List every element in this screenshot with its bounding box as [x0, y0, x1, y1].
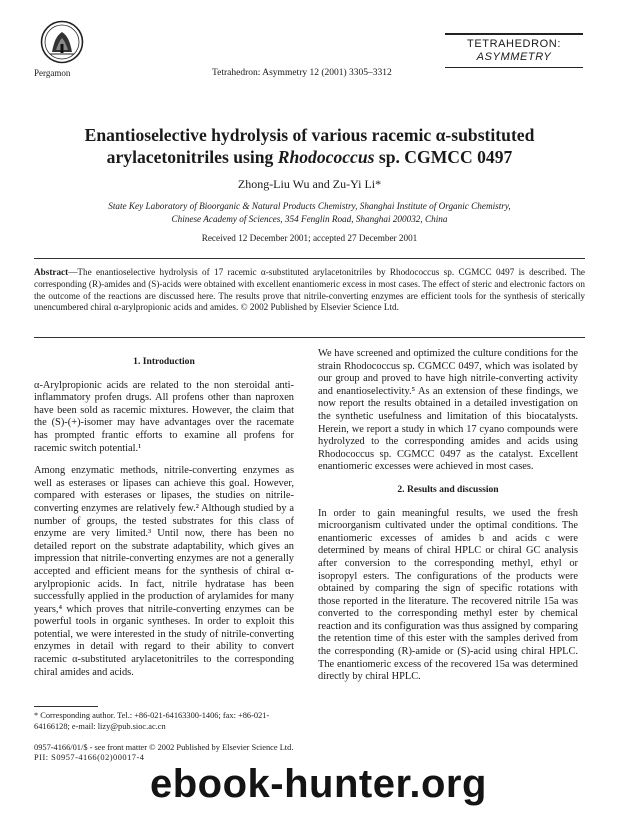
section-heading-results: 2. Results and discussion: [397, 483, 499, 495]
left-column: [34, 356, 294, 689]
abstract: [34, 267, 585, 314]
article-title: [40, 124, 579, 168]
abstract-label: Abstract: [34, 267, 69, 277]
intro-paragraph-3: We have screened and optimized the culture conditions for the strain Rhodococcus sp. CGMCC 0497, which was isolated by our group and proved to have high nitrile-converting activity and enantioselectivity.⁵ As an extension of these findings, we now report the results obtained in a detailed investigation on the synthetic usefulness and limitation of this biocatalysts. Herein, we report a study in which 17 cyano compounds were hydrolyzed to the corresponding amides and acids using Rhodococcus sp. CGMCC 0497 as the catalyst. Excellent enantiomeric excesses were achieved in most cases.: [318, 348, 578, 473]
section-heading-introduction: 1. Introduction: [133, 356, 195, 367]
right-column: [318, 348, 578, 694]
brand-bottom-rule: [445, 67, 583, 69]
intro-paragraph-2: Among enzymatic methods, nitrile-converting enzymes as well as esterases or lipases can achieve this goal. However, compared with esterases or lipases, the studies on nitrile-converting enzymes are relatively few.² Although studied by a number of groups, the tested substrates for this class of enzyme are very limited.³ Until now, there has been no detailed report on the substrate adaptability, which gives an impression that nitrile-converting enzymes are not a generally accepted and efficient means for the synthesis of chiral α-arylpropionic acids. In fact, nitrile hydratase has been successfully applied in the production of arylamides for many years,⁴ which proves that nitrile-converting enzymes can be powerful tools in organic syntheses. In order to exploit this potential, we were interested in the study of nitrile-converting enzymes in detail with regard to their ability to convert racemic α-substituted arylacetonitriles to the corresponding chiral amides and acids.: [34, 465, 294, 678]
watermark-text: ebook-hunter.org: [150, 762, 487, 806]
pii-line: PII: S0957-4166(02)00017-4: [34, 753, 145, 762]
abstract-bottom-rule: [34, 337, 585, 338]
journal-brand: [445, 33, 583, 68]
issn-line: 0957-4166/01/$ - see front matter © 2002 Published by Elsevier Science Ltd.: [34, 743, 294, 752]
journal-citation: Tetrahedron: Asymmetry 12 (2001) 3305–3312: [212, 68, 392, 78]
corresponding-author-footnote: * Corresponding author. Tel.: +86-021-64163300-1406; fax: +86-021- 64166128; e-mail: lizy@pub.sioc.ac.cn: [34, 711, 270, 731]
journal-subtitle: ASYMMETRY: [476, 50, 552, 63]
journal-name: TETRAHEDRON:: [467, 37, 561, 50]
abstract-top-rule: [34, 258, 585, 259]
elsevier-tree-logo-icon: [40, 20, 84, 64]
title-line-2: arylacetonitriles using Rhodococcus sp. CGMCC 0497: [106, 147, 513, 167]
received-dates: Received 12 December 2001; accepted 27 December 2001: [201, 233, 418, 243]
title-line-1: Enantioselective hydrolysis of various racemic α-substituted: [84, 125, 535, 145]
author-list: Zhong-Liu Wu and Zu-Yi Li*: [237, 177, 382, 191]
results-paragraph-1: In order to gain meaningful results, we used the fresh microorganism cultivated under the optimal conditions. The enantiomeric excesses of amides b and acids c were determined by means of chiral HPLC or chiral GC analysis after conversion to the corresponding methyl, ethyl or isopropyl esters. The configurations of the products were obtained by comparing the sign of specific rotations with those reported in the literature. The recovered nitrile 15a was converted to the corresponding methyl ester by chemical reaction and its configuration was thus assigned by comparing the retention time of this ester with the samples derived from the corresponding (R)-amide or (S)-acid using chiral HPLC. The enantiomeric excess of the recovered 15a was determined directly by chiral HPLC.: [318, 507, 578, 683]
brand-top-rule: [445, 33, 583, 35]
publisher-name: Pergamon: [34, 68, 71, 78]
abstract-text: —The enantioselective hydrolysis of 17 racemic α-substituted arylacetonitriles by Rhodococcus sp. CGMCC 0497 is described. The corresponding (R)-amides and (S)-acids were obtained with excellent enantiomeric excess in most cases. The effect of steric and electronic factors on the outcome of the reactions are discussed here. The results prove that nitrile-converting enzymes are efficient tools for the synthesis of sterically unencumbered chiral α-arylpropionic acids and amides. © 2002 Published by Elsevier Science Ltd.: [34, 267, 585, 313]
footnote-rule: [34, 706, 98, 707]
intro-paragraph-1: α-Arylpropionic acids are related to the non steroidal anti-inflammatory profen drugs. All profens other than naproxen have been sold as racemic mixtures. However, the claim that the (S)-(+)-isomer may have advantages over the racemate has prompted frantic efforts to examine all profens for racemic switch potential.¹: [34, 379, 294, 454]
affiliation: State Key Laboratory of Bioorganic & Natural Products Chemistry, Shanghai Institute of Organic Chemistry, Chinese Academy of Sciences, 354 Fenglin Road, Shanghai 200032, China: [108, 201, 511, 224]
